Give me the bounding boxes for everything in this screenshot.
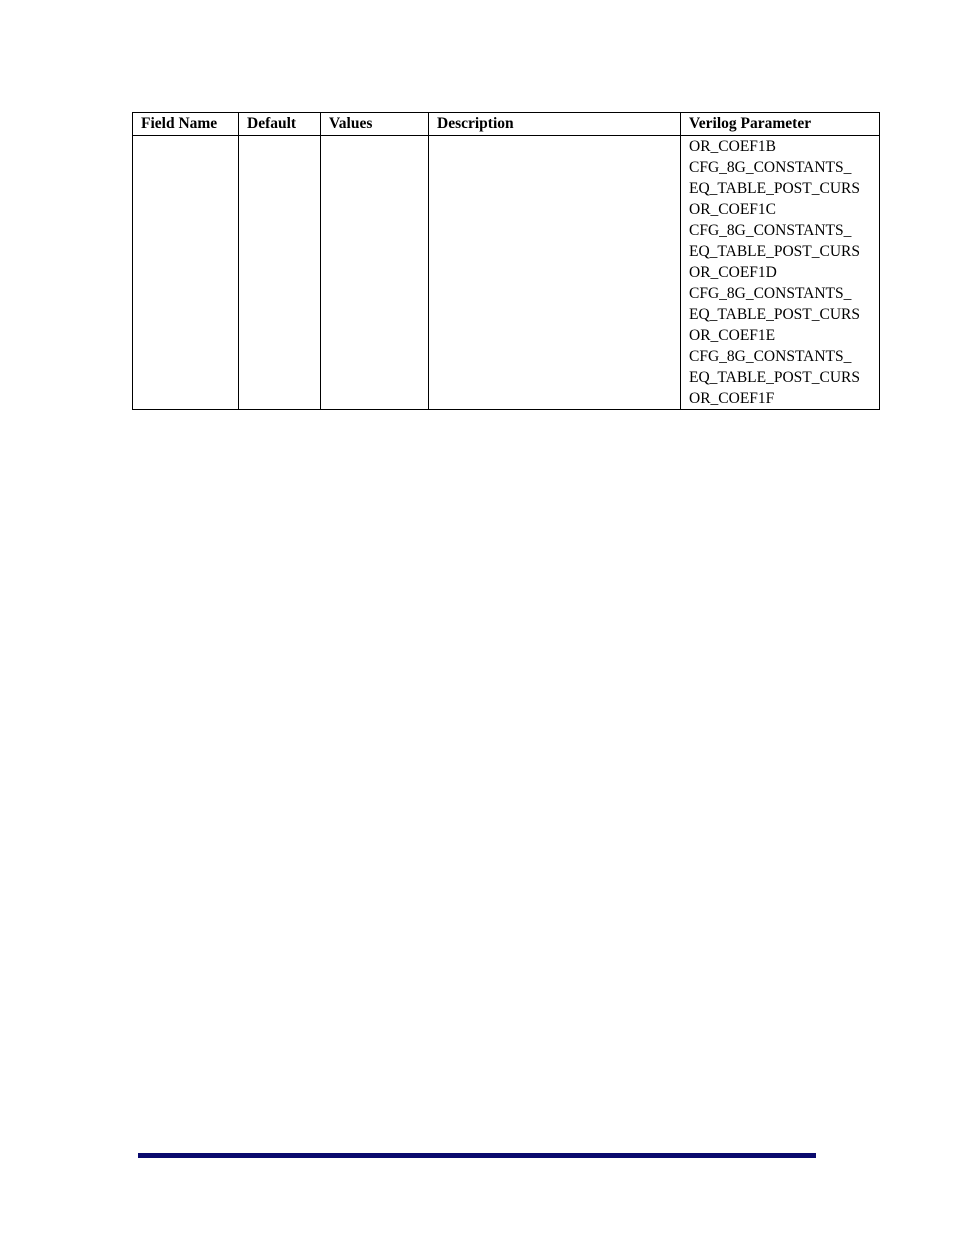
header-field-name: Field Name [133, 113, 239, 136]
header-verilog-parameter: Verilog Parameter [681, 113, 880, 136]
verilog-parameter-line: CFG_8G_CONSTANTS_ [689, 285, 852, 302]
verilog-parameter-line: CFG_8G_CONSTANTS_ [689, 222, 852, 239]
verilog-parameter-line: OR_COEF1B [689, 138, 776, 155]
header-default: Default [239, 113, 321, 136]
verilog-parameter-line: CFG_8G_CONSTANTS_ [689, 159, 852, 176]
verilog-parameter-line: CFG_8G_CONSTANTS_ [689, 348, 852, 365]
cell-field-name [133, 136, 239, 410]
table-row [133, 136, 880, 410]
verilog-parameter-line: EQ_TABLE_POST_CURS [689, 180, 860, 197]
cell-verilog-parameter [681, 136, 880, 410]
verilog-parameter-line: EQ_TABLE_POST_CURS [689, 369, 860, 386]
table-header-row [133, 113, 880, 136]
footer-rule [138, 1153, 816, 1158]
verilog-parameter-line: EQ_TABLE_POST_CURS [689, 306, 860, 323]
verilog-parameter-line: EQ_TABLE_POST_CURS [689, 243, 860, 260]
parameter-table [132, 112, 880, 410]
verilog-parameter-line: OR_COEF1F [689, 390, 775, 407]
verilog-parameter-line: OR_COEF1E [689, 327, 776, 344]
verilog-parameter-list [689, 136, 871, 409]
header-values: Values [321, 113, 429, 136]
verilog-parameter-line: OR_COEF1D [689, 264, 777, 281]
verilog-parameter-line: OR_COEF1C [689, 201, 776, 218]
cell-default [239, 136, 321, 410]
cell-values [321, 136, 429, 410]
header-description: Description [429, 113, 681, 136]
cell-description [429, 136, 681, 410]
